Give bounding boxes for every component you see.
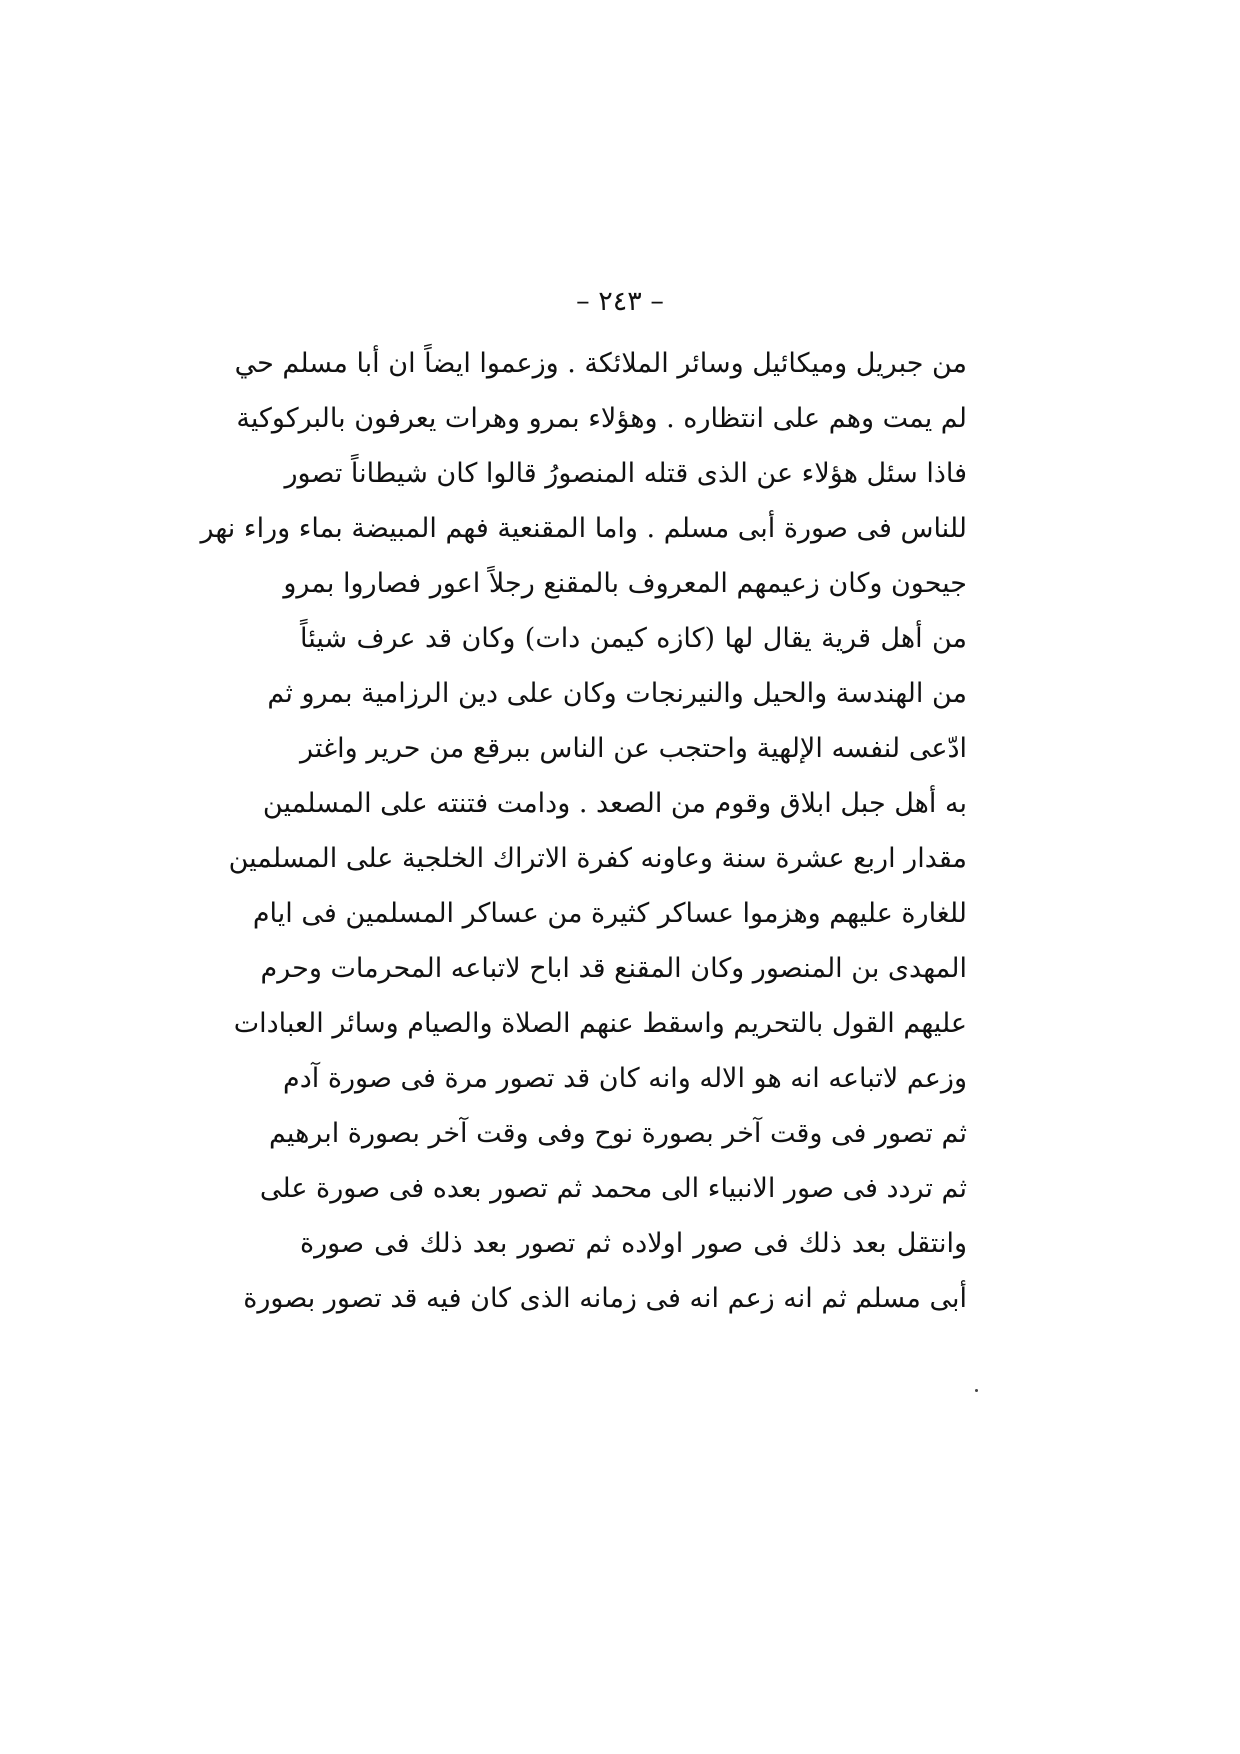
text-line: وانتقل بعد ذلك فى صور اولاده ثم تصور بعد ذلك فى صورة — [300, 1228, 967, 1259]
text-line: لم يمت وهم على انتظاره . وهؤلاء بمرو وهرات يعرفون بالبركوكية — [236, 403, 967, 434]
text-line: من جبريل وميكائيل وسائر الملائكة . وزعموا ايضاً ان أبا مسلم حي — [234, 348, 967, 379]
text-line: من أهل قرية يقال لها (كازه كيمن دات) وكان قد عرف شيئاً — [300, 623, 967, 654]
text-line: به أهل جبل ابلاق وقوم من الصعد . ودامت فتنته على المسلمين — [262, 788, 967, 819]
text-line: وزعم لاتباعه انه هو الاله وانه كان قد تصور مرة فى صورة آدم — [283, 1063, 967, 1094]
body-text — [200, 336, 967, 1326]
text-line: ثم تصور فى وقت آخر بصورة نوح وفى وقت آخر بصورة ابرهيم — [268, 1118, 967, 1149]
text-line: عليهم القول بالتحريم واسقط عنهم الصلاة والصيام وسائر العبادات — [233, 1008, 967, 1039]
text-line: للناس فى صورة أبى مسلم . واما المقنعية فهم المبيضة بماء وراء نهر — [200, 513, 967, 544]
text-line: أبى مسلم ثم انه زعم انه فى زمانه الذى كان فيه قد تصور بصورة — [243, 1283, 967, 1314]
page-number: – ٢٤٣ – — [576, 286, 664, 317]
text-line: ادّعى لنفسه الإلهية واحتجب عن الناس ببرقع من حرير واغتر — [300, 733, 967, 764]
text-line: من الهندسة والحيل والنيرنجات وكان على دين الرزامية بمرو ثم — [267, 678, 967, 709]
text-line: فاذا سئل هؤلاء عن الذى قتله المنصورُ قالوا كان شيطاناً تصور — [284, 458, 967, 489]
text-line: المهدى بن المنصور وكان المقنع قد اباح لاتباعه المحرمات وحرم — [260, 953, 967, 984]
text-line: للغارة عليهم وهزموا عساكر كثيرة من عساكر المسلمين فى ايام — [252, 898, 967, 929]
text-line: مقدار اربع عشرة سنة وعاونه كفرة الاتراك الخلجية على المسلمين — [228, 843, 967, 874]
text-line: جيحون وكان زعيمهم المعروف بالمقنع رجلاً اعور فصاروا بمرو — [283, 568, 967, 599]
scan-speck — [975, 1389, 978, 1392]
text-line: ثم تردد فى صور الانبياء الى محمد ثم تصور بعده فى صورة على — [259, 1173, 967, 1204]
